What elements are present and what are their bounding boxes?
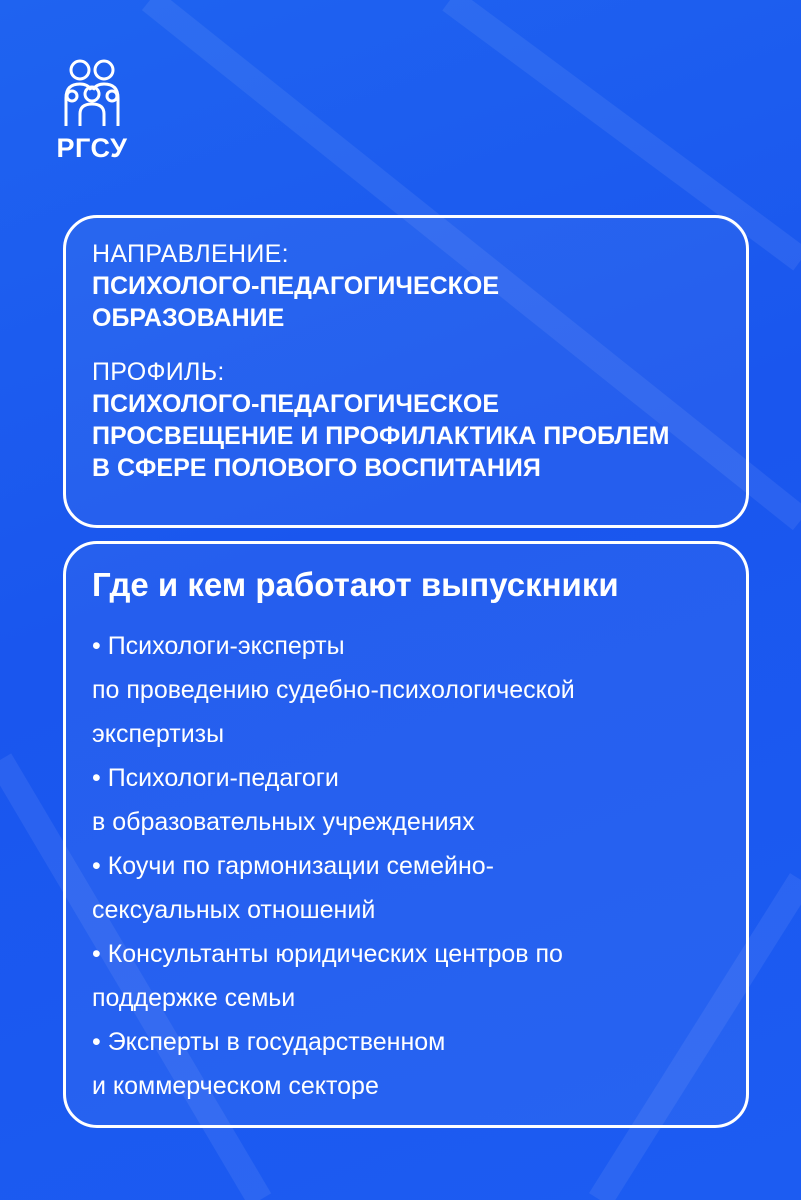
list-item: и коммерческом секторе <box>92 1072 379 1100</box>
list-item: • Консультанты юридических центров по <box>92 940 563 968</box>
list-item: в образовательных учреждениях <box>92 808 475 836</box>
people-group-icon <box>58 56 126 128</box>
program-info-card <box>63 215 749 528</box>
list-item: по проведению судебно-психологической <box>92 676 575 704</box>
careers-heading: Где и кем работают выпускники <box>92 566 619 603</box>
direction-value-line: ПСИХОЛОГО-ПЕДАГОГИЧЕСКОЕ <box>92 272 500 300</box>
list-item: • Психологи-педагоги <box>92 764 339 792</box>
logo-text: РГСУ <box>56 133 128 163</box>
careers-card <box>63 541 749 1128</box>
list-item: • Психологи-эксперты <box>92 632 345 660</box>
profile-value-line: ПСИХОЛОГО-ПЕДАГОГИЧЕСКОЕ <box>92 390 500 418</box>
rgsu-logo <box>52 56 132 166</box>
direction-label: НАПРАВЛЕНИЕ: <box>92 240 289 268</box>
list-item: сексуальных отношений <box>92 896 376 924</box>
profile-value-line: В СФЕРЕ ПОЛОВОГО ВОСПИТАНИЯ <box>92 454 541 482</box>
careers-list <box>92 624 720 1108</box>
direction-value-line: ОБРАЗОВАНИЕ <box>92 304 285 332</box>
list-item: • Коучи по гармонизации семейно- <box>92 852 495 880</box>
profile-value-line: ПРОСВЕЩЕНИЕ И ПРОФИЛАКТИКА ПРОБЛЕМ <box>92 422 670 450</box>
profile-label: ПРОФИЛЬ: <box>92 358 225 386</box>
list-item: поддержке семьи <box>92 984 296 1012</box>
list-item: • Эксперты в государственном <box>92 1028 446 1056</box>
list-item: экспертизы <box>92 720 225 748</box>
